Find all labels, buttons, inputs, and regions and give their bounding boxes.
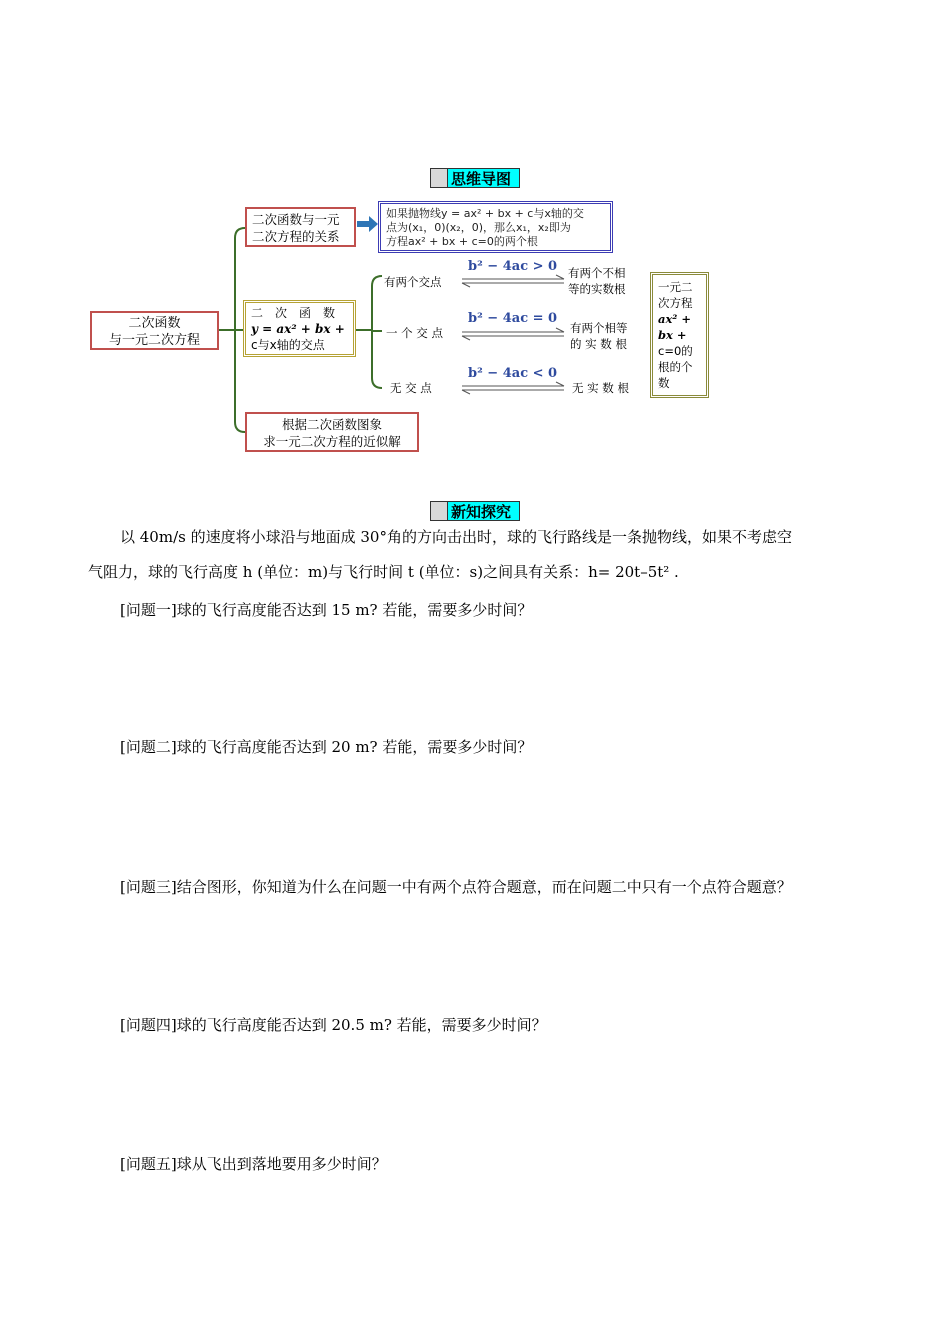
case1-result-line2: 等的实数根 xyxy=(568,282,626,296)
question-5: [问题五]球从飞出到落地要用多少时间？ xyxy=(120,1155,387,1173)
relation-line2: 点为(x₁，0)(x₂，0)，那么x₁，x₂即为 xyxy=(386,221,571,234)
case3-label: 无 交 点 xyxy=(390,381,432,395)
section-heading-text: 新知探究 xyxy=(451,503,512,521)
branch3-line1: 根据二次函数图象 xyxy=(281,417,382,432)
question-3: [问题三]结合图形，你知道为什么在问题一中有两个点符合题意，而在问题二中只有一个点符合题意？ xyxy=(120,878,792,896)
intro-line1: 以 40m/s 的速度将小球沿与地面成 30°角的方向击出时，球的飞行路线是一条抛物线，如果不考虑空 xyxy=(120,528,792,546)
roots-line: ax² + xyxy=(658,312,691,326)
case1-label: 有两个交点 xyxy=(384,275,442,289)
case3-result: 无 实 数 根 xyxy=(572,381,629,395)
case2-label: 一 个 交 点 xyxy=(386,326,443,340)
roots-line: 数 xyxy=(658,376,670,390)
branch2-line3: c与x轴的交点 xyxy=(251,338,325,352)
question-2: [问题二]球的飞行高度能否达到 20 m? 若能，需要多少时间？ xyxy=(120,738,533,756)
branch-intersection-box xyxy=(243,300,356,357)
roots-line: 次方程 xyxy=(658,296,693,310)
relation-line1: 如果抛物线y = ax² + bx + c与x轴的交 xyxy=(386,207,584,220)
case3-condition: b² − 4ac < 0 xyxy=(468,366,558,381)
case1-result xyxy=(568,265,626,297)
root-line2: 与一元二次方程 xyxy=(108,333,200,348)
branch-approx-box xyxy=(245,412,419,452)
roots-count-box xyxy=(650,272,709,398)
branch2-line1: 二 次 函 数 xyxy=(251,306,336,320)
relation-detail-box xyxy=(378,201,613,253)
intro-line2: 气阻力，球的飞行高度 h (单位：m)与飞行时间 t (单位：s)之间具有关系：h= 20t–5t² . xyxy=(88,563,679,581)
mindmap-heading-text: 思维导图 xyxy=(451,170,512,188)
case2-result-line1: 有两个相等 xyxy=(570,321,628,335)
section-heading xyxy=(430,501,520,521)
heading-marker-icon xyxy=(431,502,448,520)
branch1-line2: 二次方程的关系 xyxy=(252,229,340,244)
question-1: [问题一]球的飞行高度能否达到 15 m? 若能，需要多少时间？ xyxy=(120,601,533,619)
roots-line: bx + xyxy=(658,328,687,342)
root-line1: 二次函数 xyxy=(128,316,181,331)
branch2-line2: y = ax² + bx + xyxy=(251,322,345,336)
roots-line: 一元二 xyxy=(658,280,693,294)
case1-result-line1: 有两个不相 xyxy=(568,266,626,280)
roots-line: c=0的 xyxy=(658,344,693,358)
case2-result-line2: 的 实 数 根 xyxy=(570,337,627,351)
case2-condition: b² − 4ac = 0 xyxy=(468,311,558,326)
branch-relation-box xyxy=(245,207,356,247)
branch3-line2: 求一元二次方程的近似解 xyxy=(263,434,401,449)
case2-result xyxy=(570,320,628,352)
question-4: [问题四]球的飞行高度能否达到 20.5 m? 若能，需要多少时间？ xyxy=(120,1016,547,1034)
mindmap-root-box xyxy=(90,311,219,350)
branch1-line1: 二次函数与一元 xyxy=(252,212,340,227)
case1-condition: b² − 4ac > 0 xyxy=(468,259,558,274)
roots-line: 根的个 xyxy=(658,360,693,374)
relation-line3: 方程ax² + bx + c=0的两个根 xyxy=(386,235,538,248)
